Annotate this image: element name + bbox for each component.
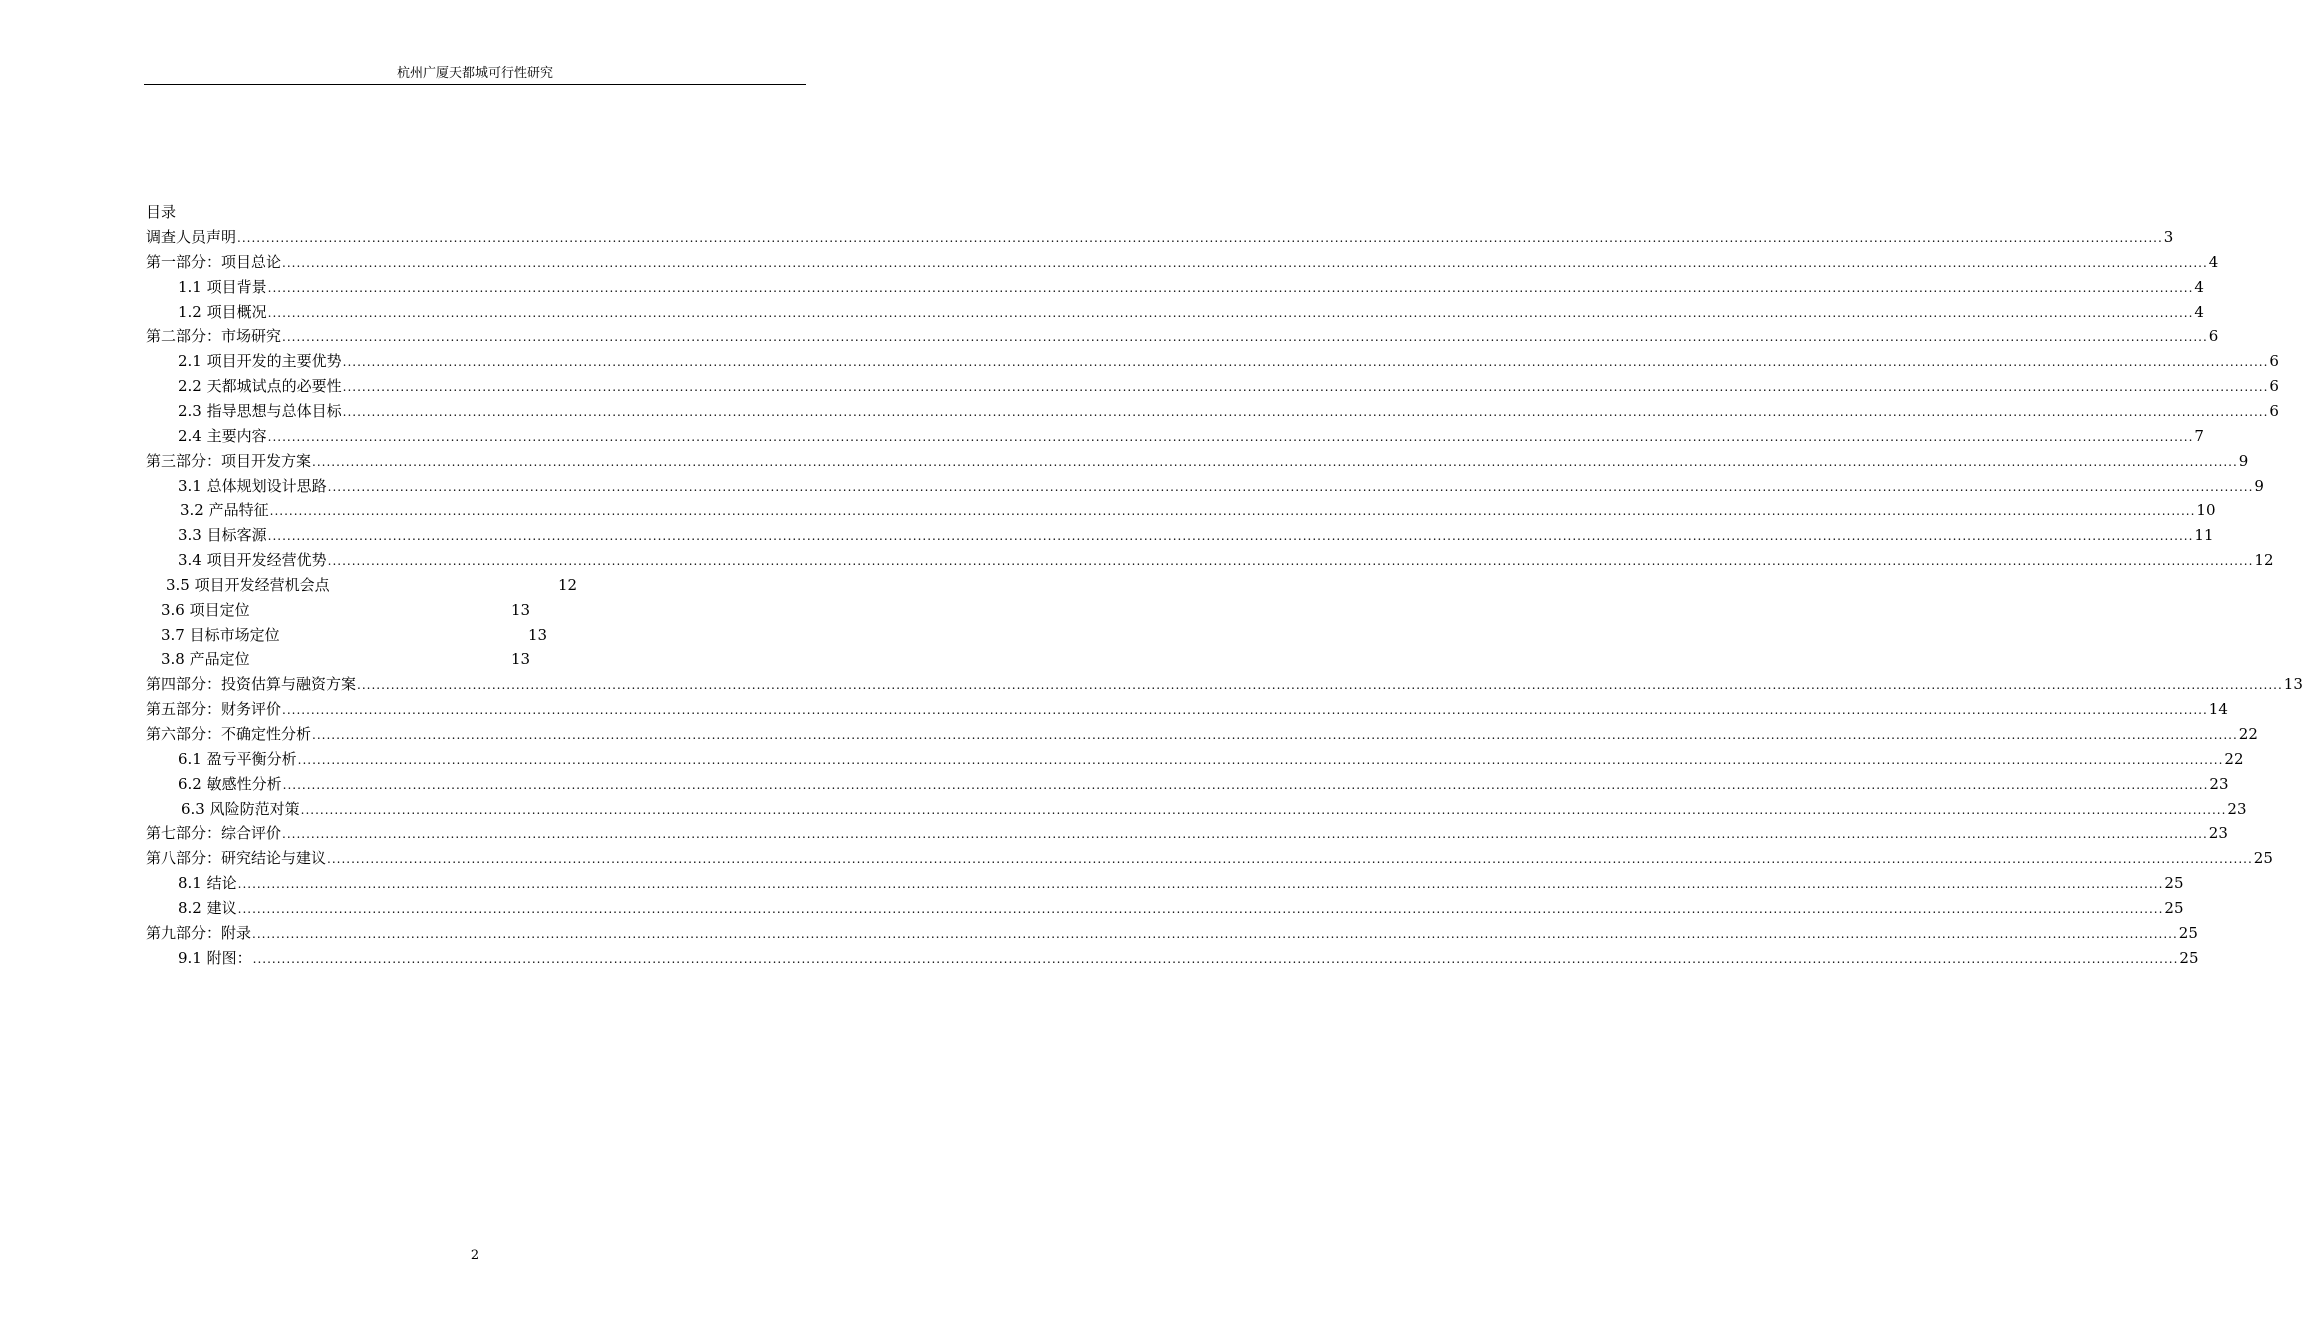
dot-leader: ................................................................................................................................................................................................................................................................................................................................................................................................................ bbox=[342, 380, 2269, 395]
dot-leader: ................................................................................................................................................................................................................................................................................................................................................................................................................ bbox=[267, 429, 2194, 444]
toc-entry-label: 2.4 主要内容 bbox=[178, 426, 267, 445]
toc-entry[interactable] bbox=[146, 724, 2258, 744]
toc-entry[interactable] bbox=[146, 848, 2273, 868]
toc-entry[interactable] bbox=[146, 923, 2198, 943]
toc-entry-page: 3 bbox=[2163, 228, 2174, 246]
dot-leader: ................................................................................................................................................................................................................................................................................................................................................................................................................ bbox=[297, 752, 2224, 767]
dot-leader: ................................................................................................................................................................................................................................................................................................................................................................................................................ bbox=[327, 554, 2254, 569]
dot-leader: ................................................................................................................................................................................................................................................................................................................................................................................................................ bbox=[282, 255, 2208, 270]
toc-entry[interactable] bbox=[146, 252, 2219, 272]
dot-leader: ................................................................................................................................................................................................................................................................................................................................................................................................................ bbox=[267, 529, 2194, 544]
toc-entry-page: 9 bbox=[2254, 476, 2264, 495]
toc-entry-label: 第四部分：投资估算与融资方案 bbox=[146, 675, 357, 694]
dot-leader: ................................................................................................................................................................................................................................................................................................................................................................................................................ bbox=[327, 479, 2254, 494]
dot-leader: ................................................................................................................................................................................................................................................................................................................................................................................................................ bbox=[312, 454, 2238, 469]
toc-entry-label: 3.4 项目开发经营优势 bbox=[178, 551, 327, 570]
toc-entry-page: 22 bbox=[2238, 725, 2258, 743]
toc-entry-label[interactable]: 3.7 目标市场定位 bbox=[161, 625, 280, 644]
toc-entry-label: 第八部分：研究结论与建议 bbox=[146, 849, 327, 868]
toc-entry[interactable] bbox=[178, 351, 2279, 371]
toc-entry[interactable] bbox=[178, 476, 2264, 496]
toc-entry-page: 12 bbox=[558, 575, 578, 594]
toc-entry-page: 6 bbox=[2269, 352, 2279, 371]
toc-entry-page: 25 bbox=[2164, 898, 2184, 917]
toc-entry-page: 6 bbox=[2269, 401, 2279, 420]
dot-leader: ................................................................................................................................................................................................................................................................................................................................................................................................................ bbox=[267, 280, 2194, 295]
toc-entry-label: 2.3 指导思想与总体目标 bbox=[178, 401, 342, 420]
toc-entry-label: 9.1 附图： bbox=[178, 948, 252, 967]
page-number: 2 bbox=[470, 1248, 480, 1263]
dot-leader: ................................................................................................................................................................................................................................................................................................................................................................................................................ bbox=[327, 852, 2253, 867]
toc-entry[interactable] bbox=[181, 799, 2247, 819]
dot-leader: ................................................................................................................................................................................................................................................................................................................................................................................................................ bbox=[312, 728, 2238, 742]
toc-entry-page: 25 bbox=[2164, 874, 2184, 893]
dot-leader: ................................................................................................................................................................................................................................................................................................................................................................................................................ bbox=[282, 827, 2208, 842]
toc-entry-page: 9 bbox=[2238, 451, 2249, 470]
toc-entry-label: 2.2 天都城试点的必要性 bbox=[178, 377, 342, 396]
toc-entry-page: 13 bbox=[511, 600, 531, 619]
dot-leader: ................................................................................................................................................................................................................................................................................................................................................................................................................ bbox=[269, 504, 2196, 519]
toc-entry[interactable] bbox=[146, 451, 2249, 471]
toc-entry-page: 13 bbox=[2283, 675, 2303, 694]
toc-entry-label[interactable]: 3.5 项目开发经营机会点 bbox=[166, 575, 330, 594]
dot-leader: ................................................................................................................................................................................................................................................................................................................................................................................................................ bbox=[282, 703, 2208, 718]
toc-entry-label: 6.1 盈亏平衡分析 bbox=[178, 749, 297, 768]
dot-leader: ................................................................................................................................................................................................................................................................................................................................................................................................................ bbox=[300, 802, 2227, 817]
toc-entry-label: 第九部分：附录 bbox=[146, 923, 252, 942]
toc-entry[interactable] bbox=[146, 823, 2228, 843]
toc-title: 目录 bbox=[146, 203, 177, 221]
toc-entry[interactable] bbox=[178, 774, 2229, 794]
toc-entry-page: 11 bbox=[2194, 526, 2214, 545]
toc-entry-label: 第二部分：市场研究 bbox=[146, 327, 282, 346]
toc-entry-label: 调查人员声明 bbox=[146, 228, 237, 246]
toc-entry[interactable] bbox=[178, 873, 2184, 893]
running-header bbox=[144, 66, 806, 85]
toc-entry[interactable] bbox=[178, 749, 2244, 769]
dot-leader: ................................................................................................................................................................................................................................................................................................................................................................................................................ bbox=[282, 777, 2209, 792]
dot-leader: ................................................................................................................................................................................................................................................................................................................................................................................................................ bbox=[237, 231, 2163, 245]
toc-entry-page: 10 bbox=[2196, 501, 2216, 520]
toc-entry-page: 22 bbox=[2224, 749, 2244, 768]
dot-leader: ................................................................................................................................................................................................................................................................................................................................................................................................................ bbox=[252, 926, 2178, 941]
toc-entry-label: 第七部分：综合评价 bbox=[146, 824, 282, 843]
toc-entry-label: 第三部分：项目开发方案 bbox=[146, 451, 312, 470]
toc-entry[interactable] bbox=[178, 898, 2184, 918]
toc-entry-label: 第六部分：不确定性分析 bbox=[146, 725, 312, 743]
page-footer bbox=[0, 1248, 950, 1264]
toc-entry[interactable] bbox=[178, 401, 2279, 421]
toc-entry-label: 8.2 建议 bbox=[178, 898, 237, 917]
toc-entry-page: 4 bbox=[2194, 302, 2204, 321]
dot-leader: ................................................................................................................................................................................................................................................................................................................................................................................................................ bbox=[252, 951, 2179, 966]
toc-entry[interactable] bbox=[146, 326, 2219, 346]
toc-entry-label: 6.2 敏感性分析 bbox=[178, 774, 282, 793]
toc-entry-page: 25 bbox=[2253, 849, 2273, 868]
toc-entry-page: 6 bbox=[2208, 327, 2219, 346]
toc-entry[interactable] bbox=[178, 277, 2204, 297]
toc-entry-label: 3.2 产品特征 bbox=[180, 501, 269, 520]
toc-entry-label: 3.3 目标客源 bbox=[178, 526, 267, 545]
toc-entry[interactable] bbox=[180, 500, 2216, 520]
toc-entry[interactable] bbox=[178, 302, 2204, 322]
toc-entry-label: 6.3 风险防范对策 bbox=[181, 799, 300, 818]
toc-entry[interactable] bbox=[178, 525, 2214, 545]
dot-leader: ................................................................................................................................................................................................................................................................................................................................................................................................................ bbox=[357, 678, 2283, 693]
toc-entry-page: 13 bbox=[511, 650, 531, 669]
toc-entry-label: 8.1 结论 bbox=[178, 874, 237, 893]
dot-leader: ................................................................................................................................................................................................................................................................................................................................................................................................................ bbox=[267, 305, 2194, 320]
toc-entry-page: 6 bbox=[2269, 377, 2279, 396]
toc-entry-page: 7 bbox=[2194, 426, 2204, 445]
toc-entry[interactable] bbox=[178, 550, 2274, 570]
toc-entry-page: 14 bbox=[2208, 700, 2228, 719]
toc-entry[interactable] bbox=[178, 426, 2204, 446]
toc-entry-label: 第一部分：项目总论 bbox=[146, 252, 282, 271]
dot-leader: ................................................................................................................................................................................................................................................................................................................................................................................................................ bbox=[237, 877, 2164, 892]
toc-entry-label: 第五部分：财务评价 bbox=[146, 700, 282, 719]
toc-entry-page: 23 bbox=[2209, 774, 2229, 793]
header-title: 杭州广厦天都城可行性研究 bbox=[396, 66, 553, 81]
toc-entry[interactable] bbox=[146, 699, 2228, 719]
dot-leader: ................................................................................................................................................................................................................................................................................................................................................................................................................ bbox=[342, 355, 2269, 370]
toc-entry[interactable] bbox=[146, 674, 2303, 694]
toc-entry[interactable] bbox=[178, 376, 2279, 396]
toc-entry-page: 25 bbox=[2178, 923, 2198, 942]
toc-entry[interactable] bbox=[146, 227, 2174, 247]
toc-entry-page: 23 bbox=[2208, 824, 2228, 843]
toc-entry-page: 4 bbox=[2208, 252, 2219, 271]
dot-leader: ................................................................................................................................................................................................................................................................................................................................................................................................................ bbox=[282, 330, 2208, 345]
toc-entry[interactable] bbox=[178, 948, 2199, 968]
toc-entry-label[interactable]: 3.6 项目定位 bbox=[161, 600, 250, 619]
dot-leader: ................................................................................................................................................................................................................................................................................................................................................................................................................ bbox=[237, 901, 2164, 916]
toc-entry-page: 13 bbox=[528, 625, 548, 644]
toc-entry-label: 3.1 总体规划设计思路 bbox=[178, 476, 327, 495]
toc-entry-label[interactable]: 3.8 产品定位 bbox=[161, 650, 250, 669]
toc-entry-page: 23 bbox=[2227, 799, 2247, 818]
toc-entry-label: 1.2 项目概况 bbox=[178, 302, 267, 321]
toc-entry-label: 2.1 项目开发的主要优势 bbox=[178, 352, 342, 371]
toc-entry-page: 12 bbox=[2254, 551, 2274, 570]
dot-leader: ................................................................................................................................................................................................................................................................................................................................................................................................................ bbox=[342, 404, 2269, 419]
toc-entry-label: 1.1 项目背景 bbox=[178, 277, 267, 296]
toc-entry-page: 4 bbox=[2194, 277, 2204, 296]
toc-entry-page: 25 bbox=[2179, 948, 2199, 967]
